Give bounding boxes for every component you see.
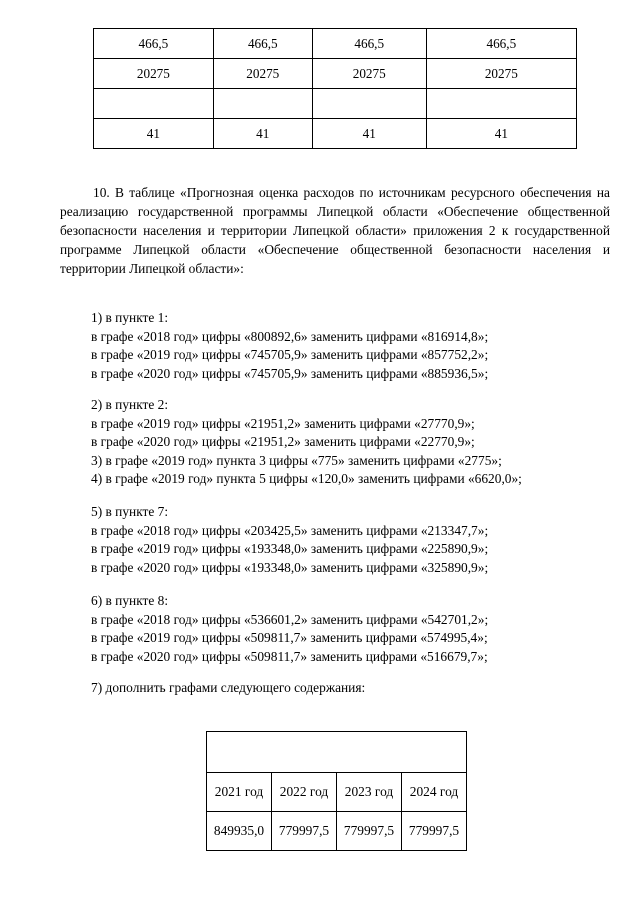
table-row [94,119,577,149]
table-header-cell [207,732,467,773]
list-item: в графе «2018 год» цифры «203425,5» заменить цифрами «213347,7»; [91,522,489,538]
list-item: в графе «2018 год» цифры «800892,6» заменить цифрами «816914,8»; [91,328,489,344]
value-cell: 779997,5 [402,812,467,851]
item-block-1 [91,309,488,383]
amendment-paragraph [60,183,610,278]
list-item: 4) в графе «2019 год» пункта 5 цифры «120,0» заменить цифрами «6620,0»; [91,471,522,486]
list-item: в графе «2019 год» цифры «21951,2» заменить цифрами «27770,9»; [91,415,475,431]
paragraph-text: 10. В таблице «Прогнозная оценка расходов по источникам ресурсного обеспечения на реализацию государственной программы Липецкой области «Обеспечение общественной безопасности населения и территории Липецкой области» приложения 2 к государственной программе Липецкой области «Обеспечение общественной безопасности населения и территории Липецкой области»: [60,185,610,276]
table-cell [426,89,576,119]
table-row [94,29,577,59]
table-cell: 20275 [426,59,576,89]
list-item: в графе «2020 год» цифры «509811,7» заменить цифрами «516679,7»; [91,648,488,664]
table-row [94,89,577,119]
value-cell: 849935,0 [207,812,272,851]
table-cell: 41 [213,119,312,149]
list-item: в графе «2019 год» цифры «193348,0» заменить цифрами «225890,9»; [91,541,489,556]
bottom-table [206,731,467,851]
item-block-4 [91,592,488,666]
table-cell: 41 [312,119,426,149]
table-cell [94,89,214,119]
list-item: 5) в пункте 7: [91,504,169,519]
top-table [93,28,577,149]
list-item: в графе «2018 год» цифры «536601,2» заменить цифрами «542701,2»; [91,611,489,627]
year-cell: 2021 год [207,773,272,812]
table-cell [312,89,426,119]
table-cell: 466,5 [312,29,426,59]
list-item: 1) в пункте 1: [91,310,169,325]
table-cell: 20275 [312,59,426,89]
list-item: в графе «2020 год» цифры «193348,0» заменить цифрами «325890,9»; [91,559,489,575]
table-cell: 466,5 [94,29,214,59]
list-item: в графе «2020 год» цифры «745705,9» заменить цифрами «885936,5»; [91,365,489,381]
year-cell: 2022 год [272,773,337,812]
year-cell: 2024 год [402,773,467,812]
table-cell: 41 [426,119,576,149]
table-row [207,773,467,812]
list-item: в графе «2019 год» цифры «745705,9» заменить цифрами «857752,2»; [91,347,489,362]
table-cell: 466,5 [426,29,576,59]
year-cell: 2023 год [337,773,402,812]
table-row [207,812,467,851]
table-row [207,732,467,773]
list-item: в графе «2019 год» цифры «509811,7» заменить цифрами «574995,4»; [91,630,488,645]
table-cell: 20275 [94,59,214,89]
list-item: 3) в графе «2019 год» пункта 3 цифры «775» заменить цифрами «2775»; [91,452,502,468]
list-item: 6) в пункте 8: [91,593,169,608]
value-cell: 779997,5 [272,812,337,851]
table-cell: 41 [94,119,214,149]
value-cell: 779997,5 [337,812,402,851]
list-item: 7) дополнить графами следующего содержания: [91,680,366,695]
table-row [94,59,577,89]
table-cell: 20275 [213,59,312,89]
item-block-3 [91,503,488,577]
item-block-2 [91,396,522,489]
list-item: 2) в пункте 2: [91,397,169,412]
table-cell: 466,5 [213,29,312,59]
table-cell [213,89,312,119]
item-block-5 [91,679,365,698]
list-item: в графе «2020 год» цифры «21951,2» заменить цифрами «22770,9»; [91,434,475,449]
